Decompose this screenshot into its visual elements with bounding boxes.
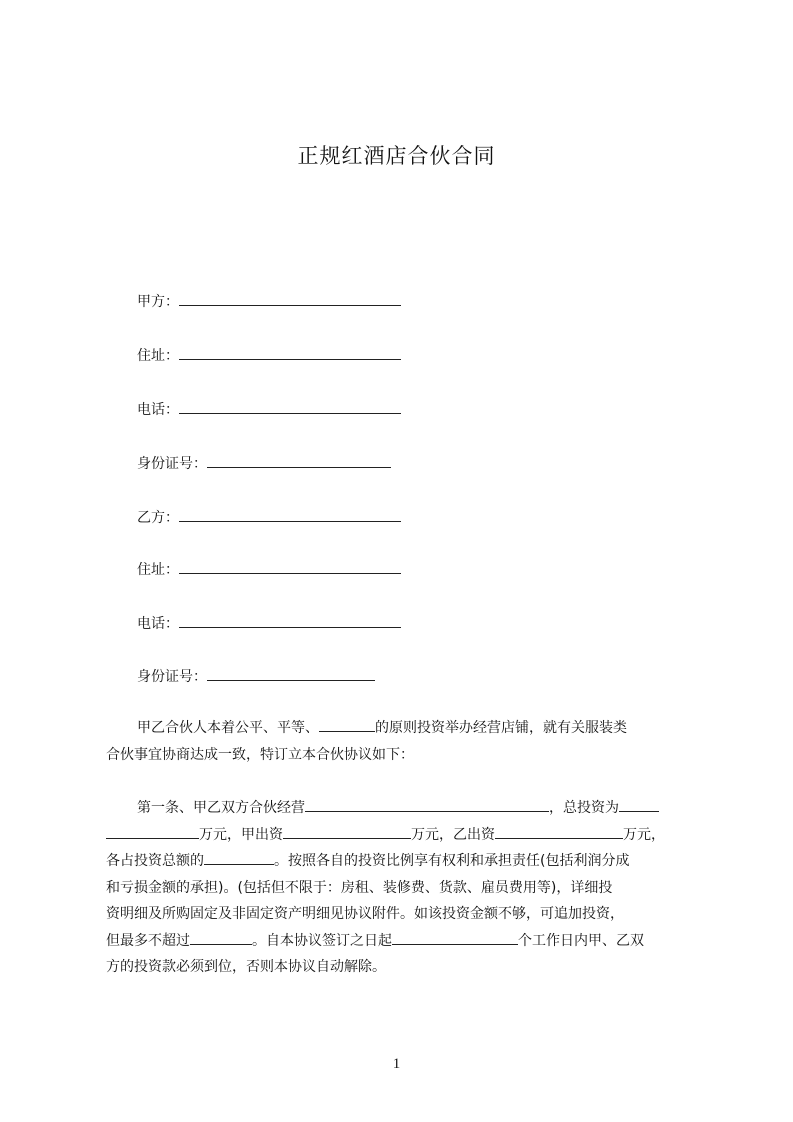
party-a-phone-field [137, 398, 401, 420]
article-1-line-7: 方的投资款必须到位，否则本协议自动解除。 [106, 959, 386, 975]
party-a-address-field [137, 344, 401, 366]
party-b-phone-field [137, 612, 401, 634]
preamble-line-1 [106, 715, 702, 742]
party-a-id-label: 身份证号： [137, 456, 207, 472]
article-1-text-2b: 万元，乙出资 [411, 826, 495, 843]
working-days-blank[interactable] [392, 929, 518, 945]
article-1-line-3 [106, 848, 702, 875]
article-1-text-2c: 万元， [623, 826, 665, 843]
document-title: 正规红酒店合伙合同 [297, 144, 496, 168]
party-b-address-label: 住址： [137, 562, 179, 578]
business-scope-blank[interactable] [305, 796, 549, 812]
party-b-id-label: 身份证号： [137, 669, 207, 685]
principle-blank[interactable] [319, 716, 375, 732]
party-b-phone-label: 电话： [137, 616, 179, 632]
article-1-text-2a: 万元，甲出资 [199, 826, 283, 843]
party-b-id-blank[interactable] [207, 665, 375, 681]
party-b-address-blank[interactable] [179, 558, 401, 574]
max-additional-blank[interactable] [190, 929, 252, 945]
total-investment-blank-b[interactable] [106, 823, 199, 839]
article-1-line-2 [106, 822, 702, 849]
party-a-address-label: 住址： [137, 348, 179, 364]
article-1-line-6 [106, 928, 702, 955]
article-1-text-6c: 个工作日内甲、乙双 [518, 932, 644, 949]
party-b-investment-blank[interactable] [495, 823, 623, 839]
page-number: 1 [392, 1056, 401, 1072]
article-1-text-1a: 第一条、甲乙双方合伙经营 [137, 800, 305, 816]
party-a-address-blank[interactable] [179, 344, 401, 360]
article-1-text-3b: 。按照各自的投资比例享有权利和承担责任(包括利润分成 [274, 853, 630, 869]
party-a-id-blank[interactable] [207, 452, 391, 468]
article-1-paragraph [106, 795, 702, 981]
party-a-phone-label: 电话： [137, 402, 179, 418]
article-1-text-6a: 但最多不超过 [106, 932, 190, 949]
article-1-text-1b: ，总投资为 [549, 800, 619, 816]
party-b-blank[interactable] [179, 506, 401, 522]
party-a-phone-blank[interactable] [179, 398, 401, 414]
party-b-address-field [137, 558, 401, 580]
total-investment-blank-a[interactable] [619, 796, 659, 812]
article-1-text-6b: 。自本协议签订之日起 [252, 932, 392, 949]
preamble-text-1b: 的原则投资举办经营店铺，就有关服装类 [375, 720, 627, 736]
party-b-label: 乙方： [137, 510, 179, 526]
party-a-label: 甲方： [137, 294, 179, 310]
article-1-text-3a: 各占投资总额的 [106, 853, 204, 869]
article-1-line-5: 资明细及所购固定及非固定资产明细见协议附件。如该投资金额不够，可追加投资， [106, 906, 624, 922]
article-1-line-1 [106, 795, 702, 822]
party-a-id-field [137, 452, 391, 474]
share-percent-blank[interactable] [204, 849, 274, 865]
preamble-paragraph [106, 715, 702, 768]
party-a-investment-blank[interactable] [283, 823, 411, 839]
party-a-blank[interactable] [179, 290, 401, 306]
party-b-id-field [137, 665, 375, 687]
party-a-field [137, 290, 401, 312]
preamble-line-2: 合伙事宜协商达成一致，特订立本合伙协议如下： [106, 746, 414, 763]
article-1-line-4: 和亏损金额的承担)。(包括但不限于：房租、装修费、货款、雇员费用等)，详细投 [106, 879, 613, 896]
party-b-phone-blank[interactable] [179, 612, 401, 628]
preamble-text-1: 甲乙合伙人本着公平、平等、 [137, 720, 319, 736]
party-b-field [137, 506, 401, 528]
